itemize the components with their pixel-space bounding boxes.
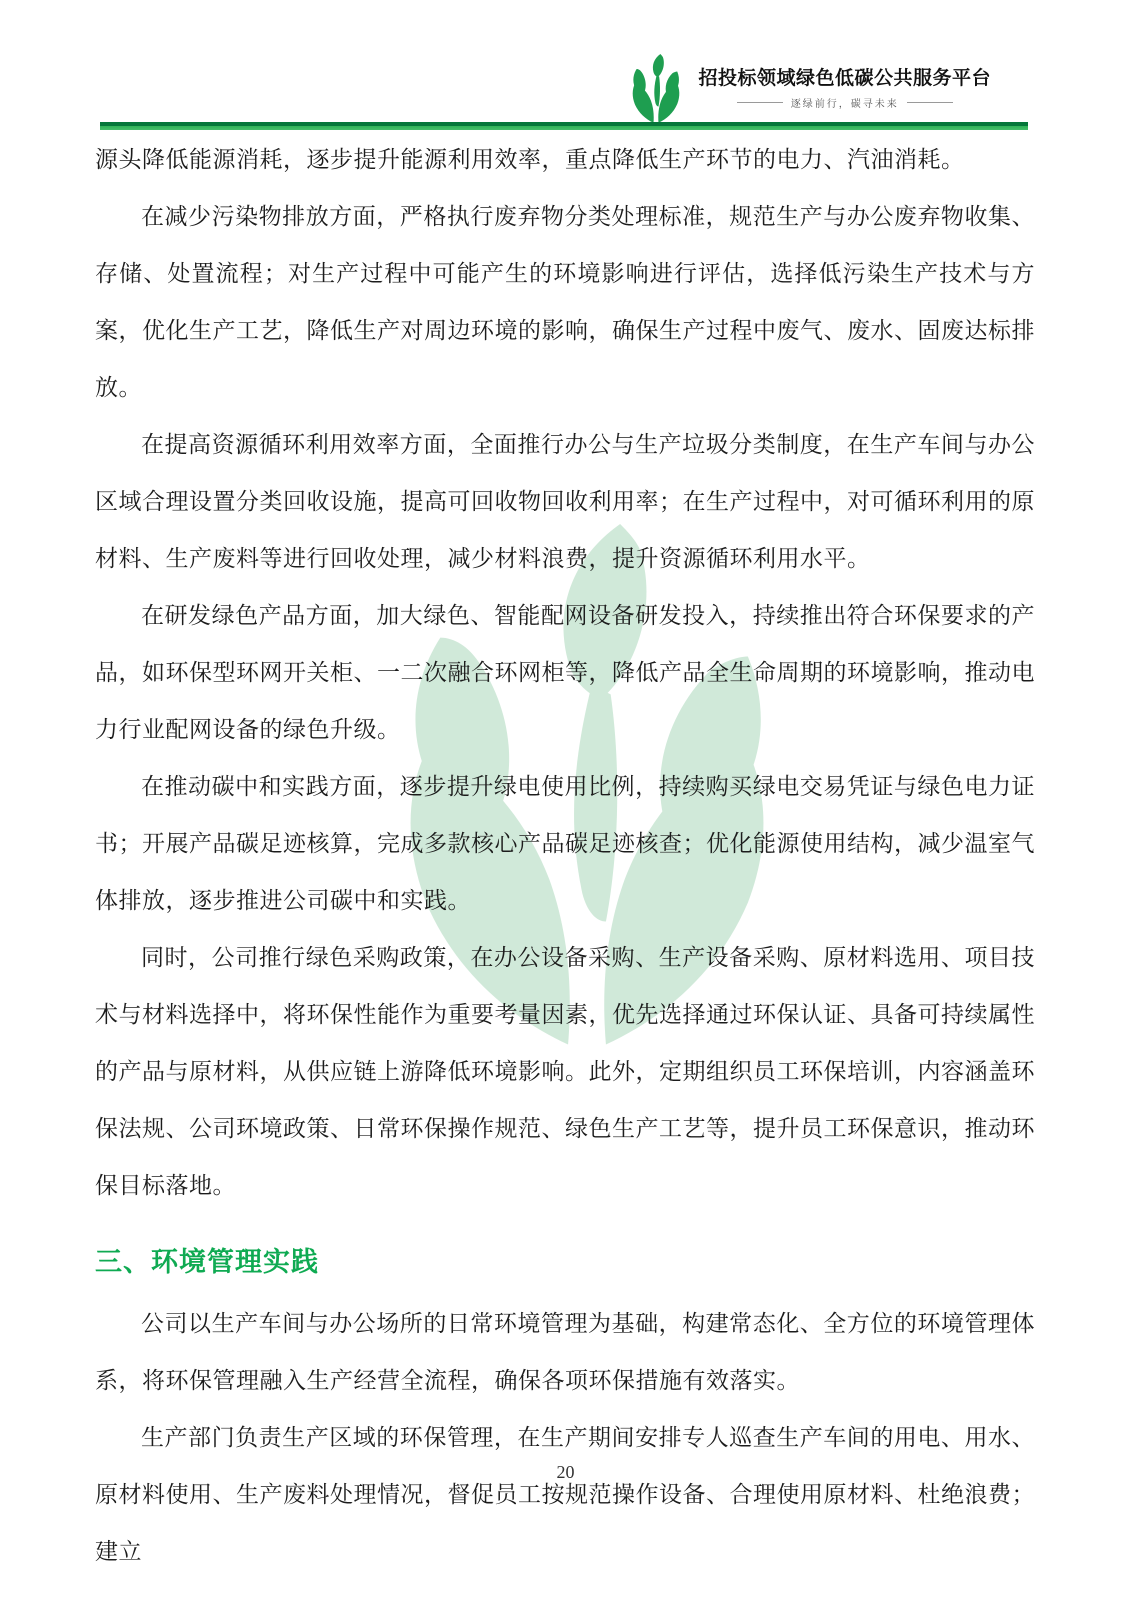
tagline-right-dash bbox=[907, 102, 953, 103]
platform-tagline: 逐绿前行，碳寻未来 bbox=[790, 98, 899, 110]
paragraph: 在提高资源循环利用效率方面，全面推行办公与生产垃圾分类制度，在生产车间与办公区域合理设置分类回收设施，提高可回收物回收利用率；在生产过程中，对可循环利用的原材料、生产废料等进行回收处理，减少材料浪费，提升资源循环利用水平。 bbox=[95, 432, 1035, 571]
paragraph: 公司以生产车间与办公场所的日常环境管理为基础，构建常态化、全方位的环境管理体系，将环保管理融入生产经营全流程，确保各项环保措施有效落实。 bbox=[95, 1311, 1035, 1393]
tagline-left-dash bbox=[737, 102, 783, 103]
page-number: 20 bbox=[556, 1462, 575, 1482]
document-body bbox=[95, 131, 1035, 1580]
paragraph-continuation: 源头降低能源消耗，逐步提升能源利用效率，重点降低生产环节的电力、汽油消耗。 bbox=[95, 147, 965, 172]
paragraph: 在推动碳中和实践方面，逐步提升绿电使用比例，持续购买绿电交易凭证与绿色电力证书；开展产品碳足迹核算，完成多款核心产品碳足迹核查；优化能源使用结构，减少温室气体排放，逐步推进公司碳中和实践。 bbox=[95, 774, 1035, 913]
paragraph: 在研发绿色产品方面，加大绿色、智能配网设备研发投入，持续推出符合环保要求的产品，如环保型环网开关柜、一二次融合环网柜等，降低产品全生命周期的环境影响，推动电力行业配网设备的绿色升级。 bbox=[95, 603, 1035, 742]
platform-name: 招投标领域绿色低碳公共服务平台 bbox=[698, 68, 991, 90]
sprout-logo-icon bbox=[624, 54, 688, 124]
platform-header bbox=[624, 54, 991, 124]
paragraph: 在减少污染物排放方面，严格执行废弃物分类处理标准，规范生产与办公废弃物收集、存储、处置流程；对生产过程中可能产生的环境影响进行评估，选择低污染生产技术与方案，优化生产工艺，降低生产对周边环境的影响，确保生产过程中废气、废水、固废达标排放。 bbox=[95, 204, 1035, 400]
section-heading: 三、环境管理实践 bbox=[95, 1247, 319, 1277]
paragraph: 同时，公司推行绿色采购政策，在办公设备采购、生产设备采购、原材料选用、项目技术与材料选择中，将环保性能作为重要考量因素，优先选择通过环保认证、具备可持续属性的产品与原材料，从供应链上游降低环境影响。此外，定期组织员工环保培训，内容涵盖环保法规、公司环境政策、日常环保操作规范、绿色生产工艺等，提升员工环保意识，推动环保目标落地。 bbox=[95, 945, 1035, 1198]
header-divider-rule bbox=[100, 122, 1028, 130]
tagline-row bbox=[698, 95, 991, 110]
header-text-block bbox=[698, 68, 991, 110]
paragraph: 生产部门负责生产区域的环保管理，在生产期间安排专人巡查生产车间的用电、用水、原材料使用、生产废料处理情况，督促员工按规范操作设备、合理使用原材料、杜绝浪费；建立 bbox=[95, 1425, 1035, 1564]
